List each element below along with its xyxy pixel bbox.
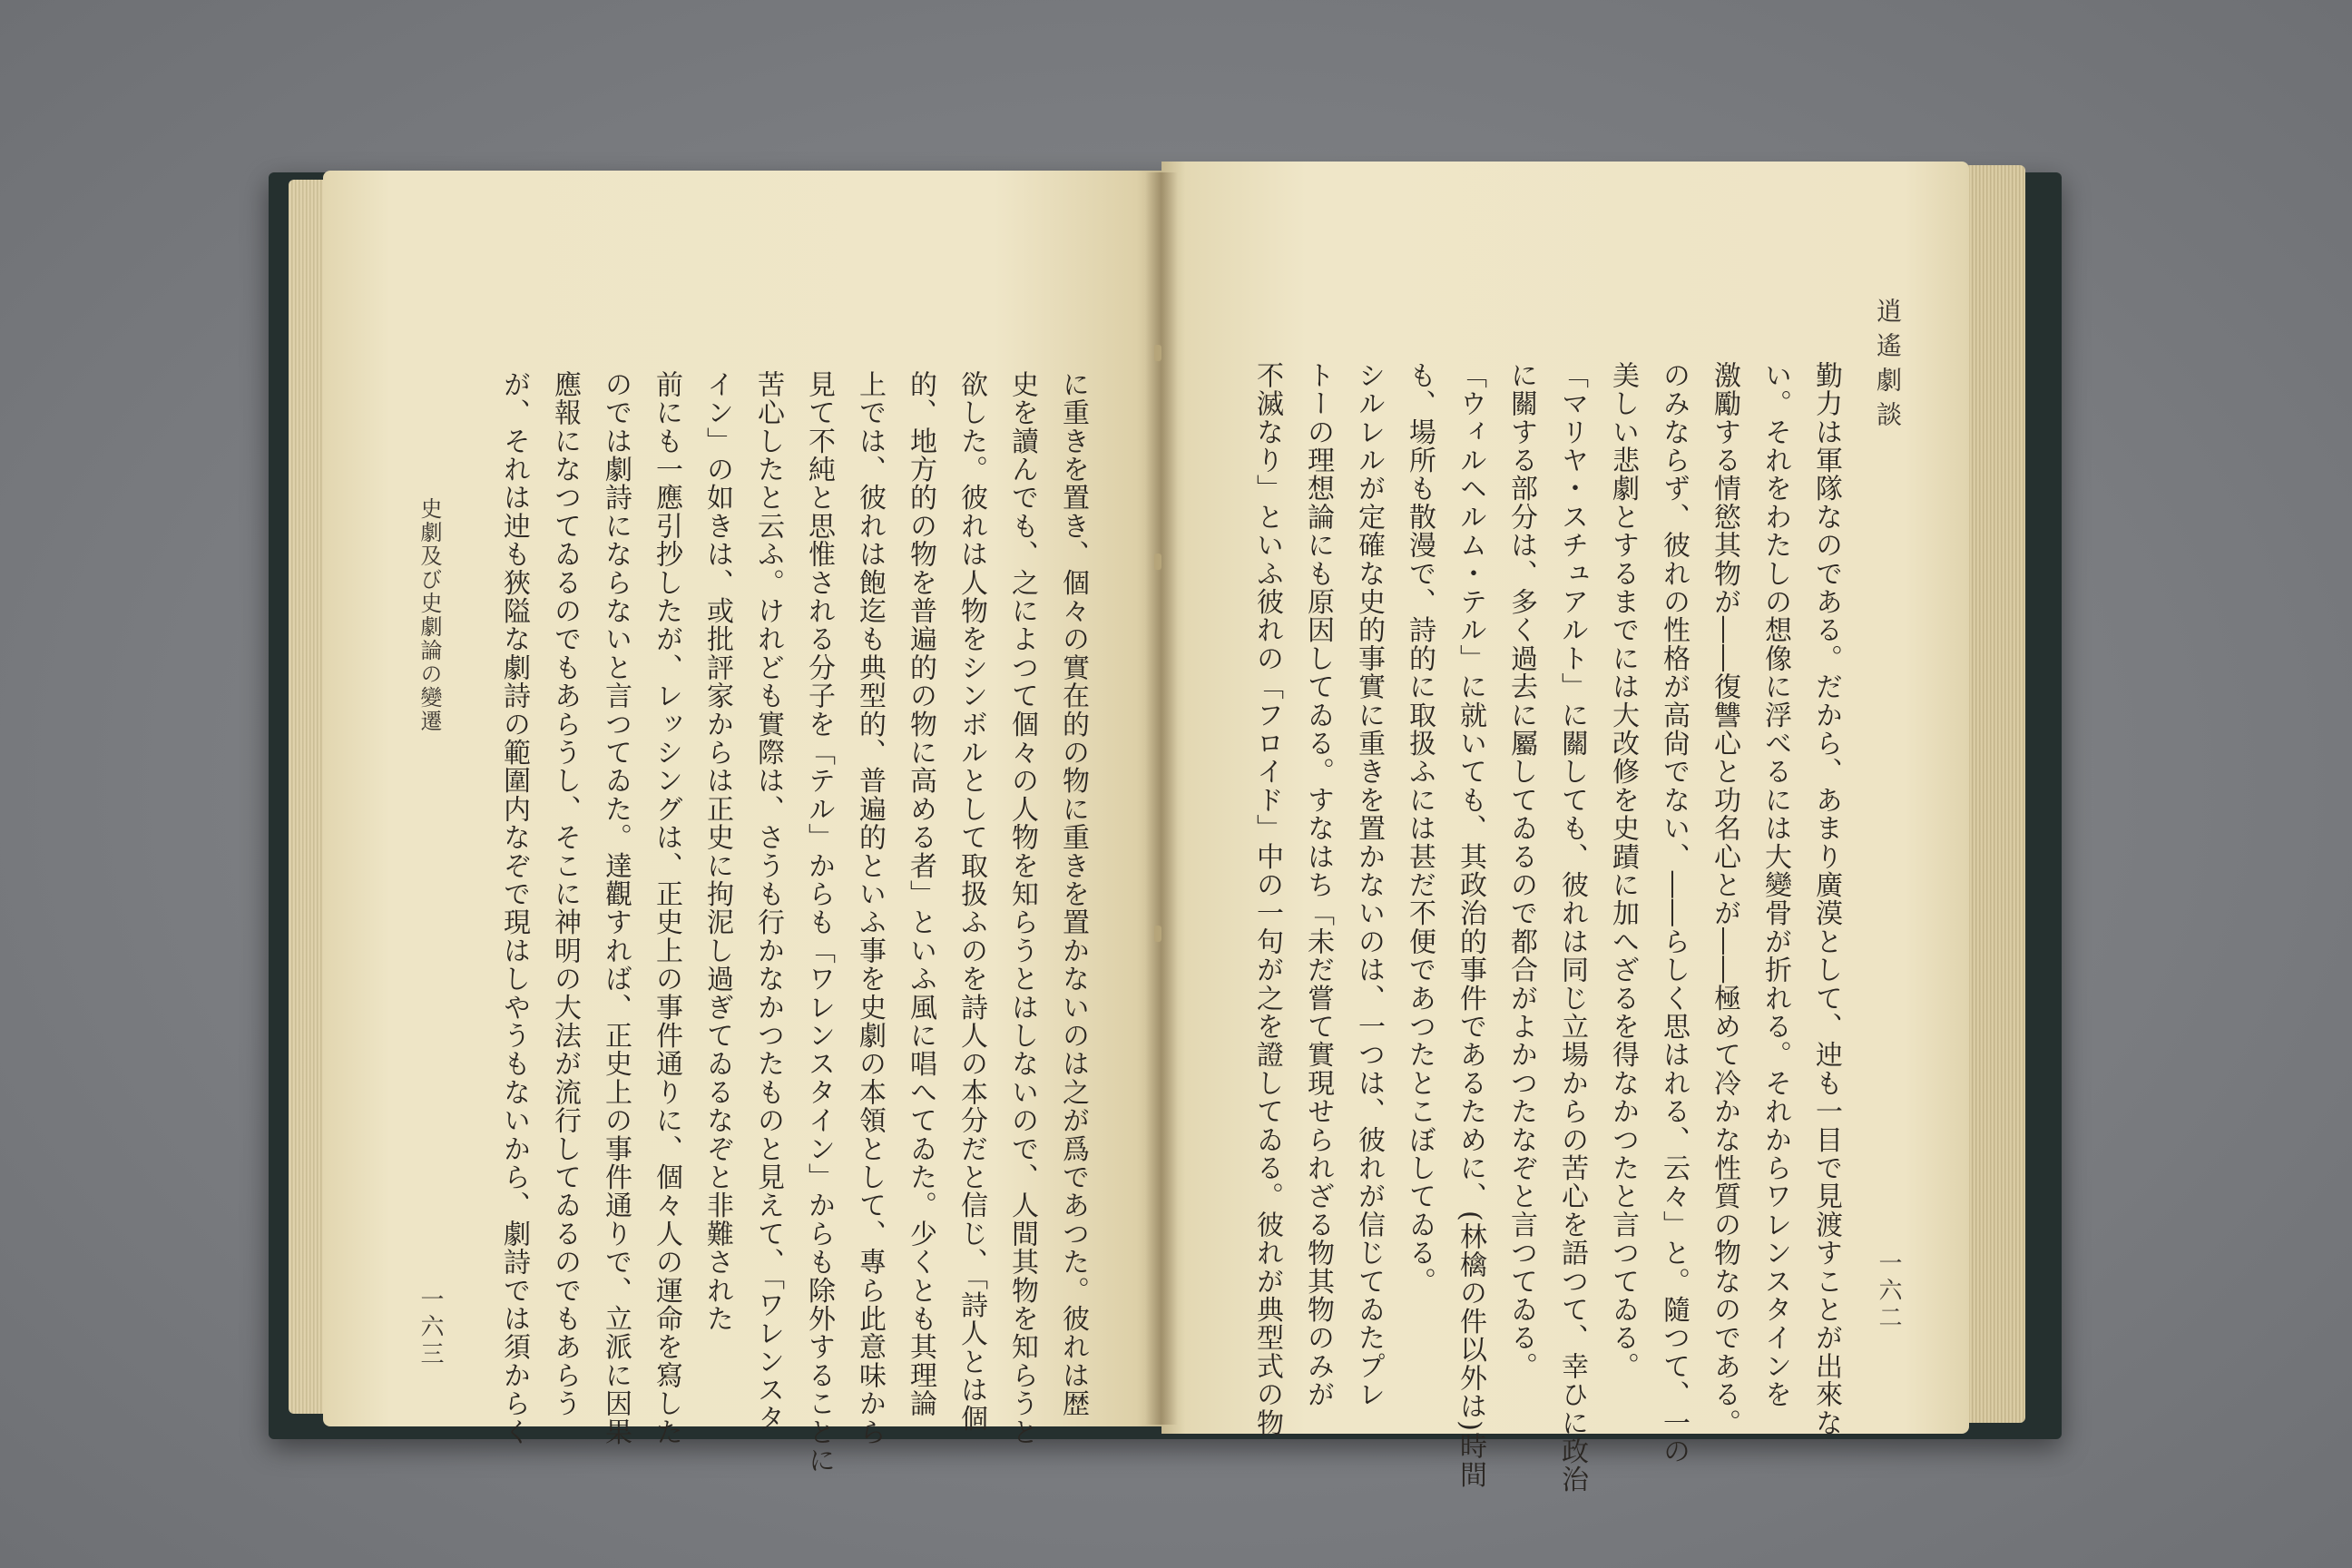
binding-hole	[1154, 345, 1161, 361]
text-line: のでは劇詩にならないと言つてゐた。達觀すれば、正史上の事件通りで、立派に因果	[600, 370, 632, 1446]
binding-hole	[1154, 926, 1161, 942]
text-line: 激勵する情慾其物が――復讐心と功名心とが――極めて冷かな性質の物なのである。	[1709, 361, 1740, 1437]
right-page-body	[1241, 361, 1851, 1494]
text-line: のみならず、彼れの性格が高尙でない、――らしく思はれる、云々」と。隨つて、一の	[1658, 361, 1690, 1465]
right-page	[1161, 162, 1969, 1494]
text-line: トーの理想論にも原因してゐる。すなはち「未だ嘗て實現せられざる物其物のみが	[1302, 361, 1334, 1409]
text-line: に關する部分は、多く過去に屬してゐるので都合がよかつたなぞと言つてゐる。	[1505, 361, 1537, 1381]
left-page-body	[488, 370, 1098, 1475]
book-gutter	[1145, 172, 1178, 1425]
text-line: に重きを置き、個々の實在的の物に重きを置かないのは之が爲であつた。彼れは歴	[1057, 370, 1089, 1418]
text-line: 苦心したと云ふ。けれども實際は、さうも行かなかつたものと見えて、「ワレンスタ	[752, 370, 784, 1433]
text-line: 史を讀んでも、之によつて個々の人物を知らうとはしないので、人間其物を知らうと	[1006, 370, 1038, 1446]
running-title: 逍遙劇談	[1873, 298, 1903, 436]
page-number: 一六三	[416, 1287, 444, 1368]
text-line: イン」の如きは、或批評家からは正史に拘泥し過ぎてゐるなぞと非難された	[701, 370, 733, 1333]
text-line: が、それは迚も狹隘な劇詩の範圍内なぞで現はしやうもないから、劇詩では須からく	[498, 370, 530, 1446]
page-number: 一六二	[1875, 1250, 1902, 1332]
binding-hole	[1154, 554, 1161, 570]
text-line: い。それをわたしの想像に浮べるには大變骨が折れる。それからワレンスタインを	[1759, 361, 1791, 1409]
running-title: 史劇及び史劇論の變遷	[416, 497, 442, 733]
text-line: シルレルが定確な史的事實に重きを置かないのは、一つは、彼れが信じてゐたプレ	[1353, 361, 1385, 1409]
left-page	[323, 171, 1161, 1475]
text-line: 美しい悲劇とするまでには大改修を史蹟に加へざるを得なかつたと言つてゐる。	[1607, 361, 1639, 1381]
text-line: 的、地方的の物を普遍的の物に高める者」といふ風に唱へてゐた。少くとも其理論	[905, 370, 936, 1418]
text-line: 上では、彼れは飽迄も典型的、普遍的といふ事を史劇の本領として、專ら此意味から	[854, 370, 886, 1446]
text-line: 勤力は軍隊なのである。だから、あまり廣漠として、迚も一目で見渡すことが出來な	[1810, 361, 1842, 1437]
text-line: 「ウィルヘルム・テル」に就いても、其政治的事件であるために、(林檎の件以外は)時間	[1455, 361, 1486, 1489]
text-line: も、場所も散漫で、詩的に取扱ふには甚だ不便であつたとこぼしてゐる。	[1404, 361, 1436, 1296]
text-line: 應報になつてゐるのでもあらうし、そこに神明の大法が流行してゐるのでもあらう	[549, 370, 581, 1418]
text-line: 前にも一應引抄したが、レッシングは、正史上の事件通りに、個々人の運命を寫した	[651, 370, 682, 1446]
text-line: 欲した。彼れは人物をシンボルとして取扱ふのを詩人の本分だと信じ、「詩人とは個	[956, 370, 987, 1433]
text-line: 不滅なり」といふ彼れの「フロイド」中の一句が之を證してゐる。彼れが典型式の物	[1251, 361, 1283, 1437]
text-line: 見て不純と思惟される分子を「テル」からも「ワレンスタイン」からも除外することに	[803, 370, 835, 1475]
text-line: 「マリヤ・スチュアルト」に關しても、彼れは同じ立場からの苦心を語つて、幸ひに政治	[1556, 361, 1588, 1494]
